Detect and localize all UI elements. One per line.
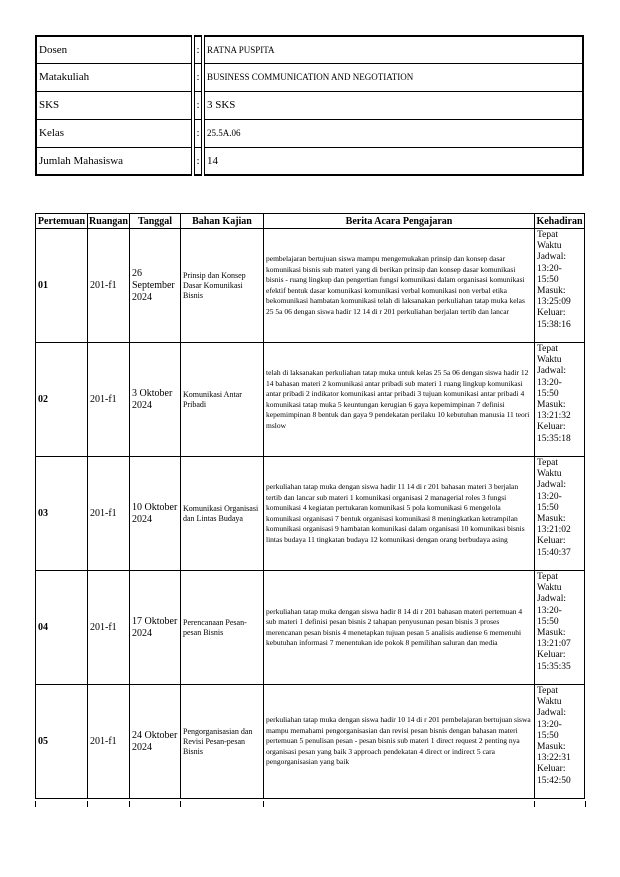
attendance <box>535 571 585 685</box>
info-label: SKS <box>36 91 193 119</box>
attendance-line: Jadwal: <box>537 594 567 605</box>
meeting-number: 04 <box>36 571 88 685</box>
attendance-line: Tepat <box>537 230 558 240</box>
column-divider <box>87 801 88 807</box>
info-row-sks <box>36 91 583 119</box>
topic: Perencanaan Pesan-pesan Bisnis <box>181 571 264 685</box>
table-row <box>36 457 585 571</box>
info-value-matakuliah: BUSINESS COMMUNICATION AND NEGOTIATION <box>203 63 583 91</box>
attendance-line: Keluar: <box>537 422 566 433</box>
info-value-sks: 3 SKS <box>203 91 583 119</box>
attendance-line: 15:40:37 <box>537 547 571 558</box>
attendance-line: Tepat <box>537 458 558 468</box>
header-kehadiran: Kehadiran <box>536 215 583 227</box>
table-row <box>36 343 585 457</box>
attendance-line: Keluar: <box>537 650 566 661</box>
topic: Prinsip dan Konsep Dasar Komunikasi Bisnis <box>181 229 264 343</box>
attendance-line: Keluar: <box>537 764 566 775</box>
header-pertemuan: Pertemuan <box>36 214 88 229</box>
info-value-jumlah-mahasiswa: 14 <box>203 147 583 175</box>
attendance-line: Jadwal: <box>537 708 567 719</box>
teaching-report: telah di laksanakan perkuliahan tatap muka untuk kelas 25 5a 06 dengan siswa hadir 12 14 bahasan materi 2 komunikasi antar pribadi sub materi 1 ruang lingkup komunikasi antar pribadi 2 indikator komunikasi antar pribadi 3 tujuan komunikasi antar pribadi 4 komunikasi tatap muka 5 keuntungan kerugian 6 gaya kepemimpinan 7 definisi kepemimpinan 8 bentuk dan gaya 9 pendekatan perilaku 10 kebutuhan manusia 11 teori mslow <box>264 343 535 457</box>
attendance-line: Keluar: <box>537 308 566 319</box>
info-value-kelas: 25.5A.06 <box>203 119 583 147</box>
header-berita-acara: Berita Acara Pengajaran <box>264 214 535 229</box>
info-label: Kelas <box>36 119 193 147</box>
attendance-line: 13:22:31 <box>537 753 571 764</box>
room: 201-f1 <box>88 457 130 571</box>
info-row-dosen <box>36 36 583 63</box>
attendance-line: 15:38:16 <box>537 319 571 330</box>
teaching-report: perkuliahan tatap muka dengan siswa hadir 11 14 di r 201 bahasan materi 3 berjalan tertib dan lancar sub materi 1 komunikasi organisasi 2 managerial roles 3 fungsi komunikasi 4 kegiatan pertukaran komunikasi 5 pola komunikasi 6 mengelola komunikasi organisasi 7 bentuk organisasi komunikasi 8 meningkatkan ketrampilan komunikasi organisasi 9 hambatan komunikasi dalam organisasi 10 komunikasi bisnis lintas budaya 11 tingkatan budaya 12 komunikasi dengan orang berbudaya asing <box>264 457 535 571</box>
attendance-line: Tepat <box>537 686 558 696</box>
attendance-line: Jadwal: <box>537 366 567 377</box>
table-row <box>36 229 585 343</box>
attendance-line: Tepat <box>537 572 558 582</box>
attendance-line: 15:50 <box>537 274 559 285</box>
attendance-line: Waktu <box>537 241 562 252</box>
room: 201-f1 <box>88 343 130 457</box>
info-label: Matakuliah <box>36 63 193 91</box>
attendance-line: 13:20- <box>537 263 562 274</box>
info-colon: : <box>193 119 203 147</box>
info-value-dosen: RATNA PUSPITA <box>203 36 583 63</box>
attendance-line: Masuk: <box>537 286 566 297</box>
attendance-line: 13:21:07 <box>537 639 571 650</box>
attendance-line: 15:50 <box>537 502 559 513</box>
room: 201-f1 <box>88 685 130 799</box>
attendance-line: 13:20- <box>537 605 562 616</box>
teaching-report: perkuliahan tatap muka dengan siswa hadir 8 14 di r 201 bahasan materi pertemuan 4 sub materi 1 definisi pesan bisnis 2 tahapan penyusunan pesan bisnis 3 proses merencanan pesan bisnis 4 menetapkan tujuan pesan 5 analisis audiense 6 memenuhi kebutuhan informasi 7 menentukan ide pokok 8 pemilihan saluran dan media <box>264 571 535 685</box>
column-divider <box>129 801 130 807</box>
header-bahan-kajian: Bahan Kajian <box>181 214 264 229</box>
attendance-line: 13:21:02 <box>537 525 571 536</box>
attendance-line: Waktu <box>537 355 562 366</box>
header-tanggal: Tanggal <box>130 214 181 229</box>
info-colon: : <box>193 91 203 119</box>
info-colon: : <box>193 147 203 175</box>
attendance-line: Waktu <box>537 583 562 594</box>
topic: Pengorganisasian dan Revisi Pesan-pesan Bisnis <box>181 685 264 799</box>
attendance-line: 13:20- <box>537 719 562 730</box>
teaching-report: pembelajaran bertujuan siswa mampu mengemukakan prinsip dan konsep dasar komunikasi bisnis sub materi yang di berikan prinsip dan konsep dasar komunikasi bisnis - ruang lingkup dan pengertian fungsi komunikasi dalam organisasi komunikasi efektif bentuk dasar komunikasi komunikasi verbal komunikasi non verbal etika bekomunikasi hambatan komunikasi telah di laksanakan perkuliahan tatap muka kelas 25 5a 06 dengan siswa hadir 12 14 di r 201 perkuliahan berjalan tertib dan lancar <box>264 229 535 343</box>
teaching-log-table <box>35 213 585 799</box>
attendance-line: Tepat <box>537 344 558 354</box>
info-label: Jumlah Mahasiswa <box>36 147 193 175</box>
attendance-line: 15:50 <box>537 388 559 399</box>
attendance-line: Waktu <box>537 697 562 708</box>
info-row-jumlah-mahasiswa <box>36 147 583 175</box>
date: 17 Oktober 2024 <box>130 571 181 685</box>
attendance-line: Masuk: <box>537 400 566 411</box>
date: 24 Oktober 2024 <box>130 685 181 799</box>
column-divider <box>180 801 181 807</box>
attendance-line: 13:20- <box>537 377 562 388</box>
attendance-line: 15:42:50 <box>537 775 571 786</box>
info-label: Dosen <box>36 36 193 63</box>
meeting-number: 05 <box>36 685 88 799</box>
room: 201-f1 <box>88 571 130 685</box>
attendance-line: 13:20- <box>537 491 562 502</box>
table-row <box>36 685 585 799</box>
attendance-line: 15:50 <box>537 730 559 741</box>
topic: Komunikasi Organisasi dan Lintas Budaya <box>181 457 264 571</box>
attendance-line: Masuk: <box>537 514 566 525</box>
attendance-line: Masuk: <box>537 742 566 753</box>
header-ruangan: Ruangan <box>89 215 128 227</box>
table-continuation <box>35 801 586 807</box>
attendance-line: Keluar: <box>537 536 566 547</box>
room: 201-f1 <box>88 229 130 343</box>
meeting-number: 02 <box>36 343 88 457</box>
course-info-table <box>35 35 584 176</box>
date: 3 Oktober 2024 <box>130 343 181 457</box>
attendance-line: 15:50 <box>537 616 559 627</box>
column-divider <box>263 801 264 807</box>
teaching-report: perkuliahan tatap muka dengan siswa hadir 10 14 di r 201 pembelajaran bertujuan siswa mampu memahami pengorganisasian dan revisi pesan bisnis dengan bahasan materi pertemuan 5 penulisan pesan - pesan bisnis sub materi 1 direct request 2 penting nya organisasi pesan yang baik 3 approach pendekatan 4 direct or indirect 5 cara pengorganisasian yang baik <box>264 685 535 799</box>
info-colon: : <box>193 63 203 91</box>
attendance <box>535 343 585 457</box>
attendance-line: Waktu <box>537 469 562 480</box>
meeting-number: 01 <box>36 229 88 343</box>
attendance <box>535 229 585 343</box>
attendance-line: 15:35:18 <box>537 433 571 444</box>
info-row-kelas <box>36 119 583 147</box>
date: 10 Oktober 2024 <box>130 457 181 571</box>
attendance <box>535 457 585 571</box>
attendance <box>535 685 585 799</box>
table-header-row <box>36 214 585 229</box>
attendance-line: 13:25:09 <box>537 297 571 308</box>
topic: Komunikasi Antar Pribadi <box>181 343 264 457</box>
info-colon: : <box>193 36 203 63</box>
attendance-line: Jadwal: <box>537 252 567 263</box>
column-divider <box>534 801 535 807</box>
attendance-line: Masuk: <box>537 628 566 639</box>
attendance-line: Jadwal: <box>537 480 567 491</box>
meeting-number: 03 <box>36 457 88 571</box>
attendance-line: 13:21:32 <box>537 411 571 422</box>
table-row <box>36 571 585 685</box>
attendance-line: 15:35:35 <box>537 661 571 672</box>
date: 26 September 2024 <box>130 229 181 343</box>
info-row-matakuliah <box>36 63 583 91</box>
